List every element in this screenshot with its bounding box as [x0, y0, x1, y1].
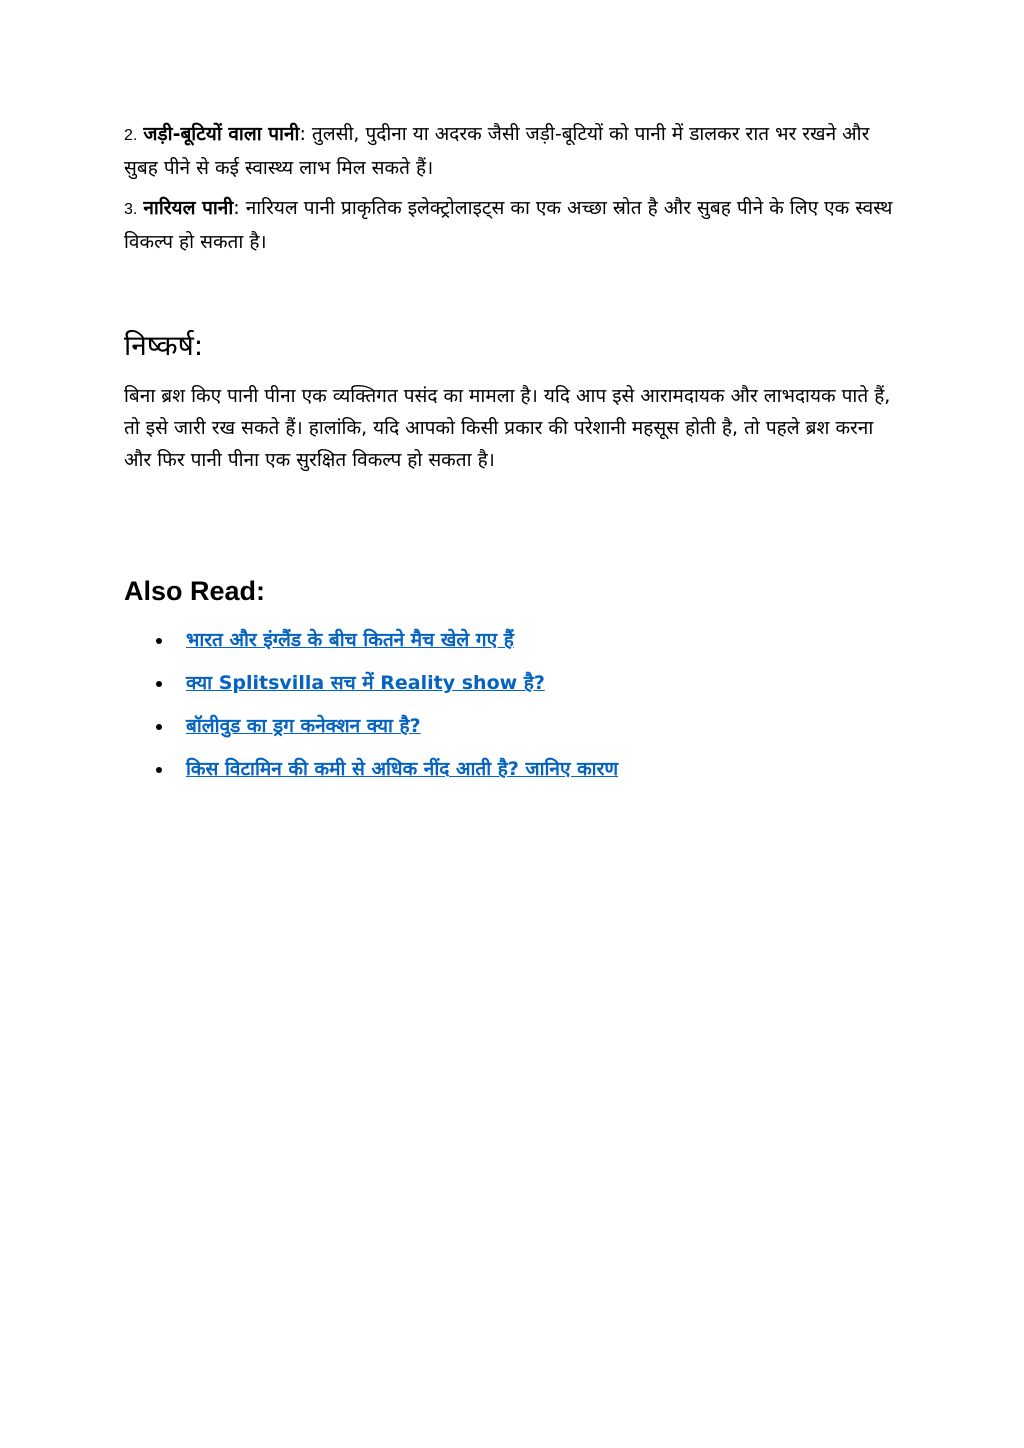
list-item: [124, 663, 618, 706]
link-bollywood-drug-connection[interactable]: बॉलीवुड का ड्रग कनेक्शन क्या है?: [186, 715, 421, 737]
list-item: [124, 749, 618, 792]
bullet-icon: [156, 638, 162, 644]
link-vitamin-deficiency-sleep[interactable]: किस विटामिन की कमी से अधिक नींद आती है? जानिए कारण: [186, 758, 619, 780]
bullet-icon: [156, 767, 162, 773]
item-title: नारियल पानी: [143, 197, 234, 219]
link-splitsvilla-reality-show[interactable]: क्या Splitsvilla सच में Reality show है?: [186, 672, 545, 694]
also-read-heading: Also Read:: [124, 576, 266, 606]
list-item: [124, 706, 618, 749]
bullet-icon: [156, 681, 162, 687]
link-india-england-matches[interactable]: भारत और इंग्लैंड के बीच कितने मैच खेले गए हैं: [186, 629, 514, 651]
item-text: : नारियल पानी प्राकृतिक इलेक्ट्रोलाइट्स का एक अच्छा स्रोत है और सुबह पीने के लिए एक स्वस्थ विकल्प हो सकता है।: [124, 197, 893, 253]
conclusion-heading: निष्कर्ष:: [124, 329, 204, 362]
list-item-herbal-water: [124, 118, 904, 184]
list-item: [124, 620, 618, 663]
document-page: [124, 118, 904, 780]
item-number: 2.: [124, 127, 138, 144]
list-item-coconut-water: [124, 192, 904, 258]
conclusion-paragraph: बिना ब्रश किए पानी पीना एक व्यक्तिगत पसंद का मामला है। यदि आप इसे आरामदायक और लाभदायक पाते हैं, तो इसे जारी रख सकते हैं। हालांकि, यदि आपको किसी प्रकार की परेशानी महसूस होती है, तो पहले ब्रश करना और फिर पानी पीना एक सुरक्षित विकल्प हो सकता है।: [124, 385, 891, 471]
bullet-icon: [156, 724, 162, 730]
item-number: 3.: [124, 201, 138, 218]
item-title: जड़ी-बूटियों वाला पानी: [143, 123, 300, 145]
item-text: : तुलसी, पुदीना या अदरक जैसी जड़ी-बूटियों को पानी में डालकर रात भर रखने और सुबह पीने से कई स्वास्थ्य लाभ मिल सकते हैं।: [124, 123, 870, 179]
also-read-list: [124, 620, 618, 792]
